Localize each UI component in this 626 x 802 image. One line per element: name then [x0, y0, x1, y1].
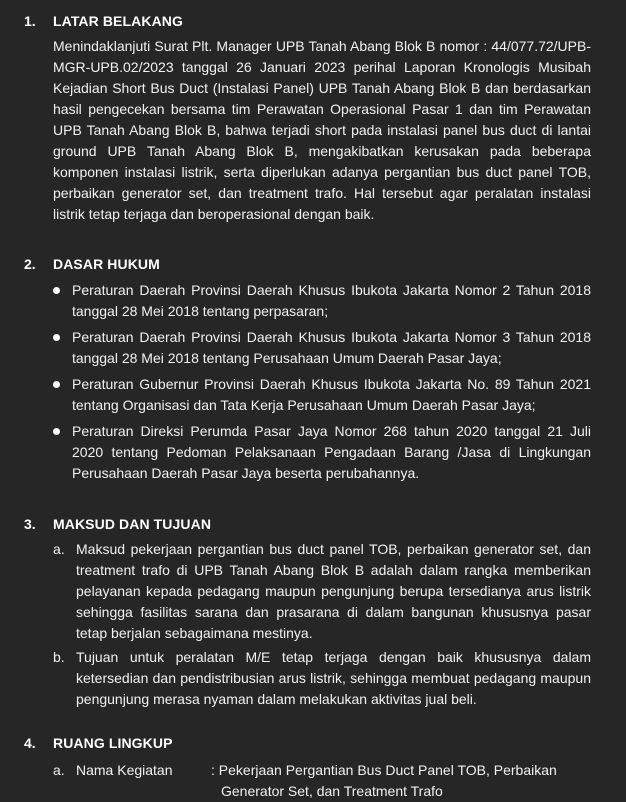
section-number: 2.	[24, 256, 36, 272]
list-item-text: Peraturan Daerah Provinsi Daerah Khusus Ibukota Jakarta Nomor 3 Tahun 2018 tanggal 28 Mei 2018 tentang Perusahaan Umum Daerah Pasar Jaya;	[72, 329, 591, 366]
list-item-text: Tujuan untuk peralatan M/E tetap terjaga dengan baik khususnya dalam ketersedian dan pendistribusian arus listrik, sehingga membuat pedagang maupun pengunjung merasa nyaman dalam melakukan aktivitas jual beli.	[76, 649, 591, 707]
list-item-text: Peraturan Direksi Perumda Pasar Jaya Nomor 268 tahun 2020 tanggal 21 Juli 2020 tentang Pedoman Pelaksanaan Pengadaan Barang /Jasa di Lingkungan Perusahaan Daerah Pasar Jaya beserta perubahannya.	[72, 423, 591, 481]
list-item	[53, 421, 591, 484]
list-marker: b.	[53, 649, 65, 665]
section-heading-background	[24, 13, 183, 29]
list-item-text: Peraturan Gubernur Provinsi Daerah Khusus Ibukota Jakarta No. 89 Tahun 2021 tentang Organisasi dan Tata Kerja Perusahaan Umum Daerah Pasar Jaya;	[72, 376, 591, 413]
bullet-icon	[53, 381, 60, 388]
section-number: 1.	[24, 13, 36, 29]
scope-row-activity-name	[53, 760, 613, 781]
section-heading-scope	[24, 735, 173, 751]
section-number: 3.	[24, 516, 36, 532]
list-item	[53, 280, 591, 322]
section-title: LATAR BELAKANG	[53, 13, 183, 29]
list-item	[53, 539, 591, 644]
list-item	[53, 374, 591, 416]
section-title: DASAR HUKUM	[53, 256, 160, 272]
list-item	[53, 647, 591, 710]
scope-value-continuation: Generator Set, dan Treatment Trafo	[221, 783, 443, 799]
scope-label: Nama Kegiatan	[76, 762, 173, 778]
legal-basis-list	[53, 280, 591, 489]
list-item-text: Maksud pekerjaan pergantian bus duct panel TOB, perbaikan generator set, dan treatment trafo di UPB Tanah Abang Blok B adalah dalam rangka memberikan pelayanan kepada pedagang maupun pengunjung berupa tersedianya arus listrik sehingga fasilitas sarana dan prasarana di dalam bangunan khususnya pasar tetap berjalan sebagaimana mestinya.	[76, 541, 591, 641]
section-heading-legal-basis	[24, 256, 160, 272]
section-title: MAKSUD DAN TUJUAN	[53, 516, 212, 532]
scope-value: : Pekerjaan Pergantian Bus Duct Panel TOB, Perbaikan	[211, 762, 557, 778]
list-marker: a.	[53, 762, 65, 778]
section-title: RUANG LINGKUP	[53, 735, 173, 751]
list-item-text: Peraturan Daerah Provinsi Daerah Khusus Ibukota Jakarta Nomor 2 Tahun 2018 tanggal 28 Mei 2018 tentang perpasaran;	[72, 282, 591, 319]
bullet-icon	[53, 428, 60, 435]
background-paragraph: Menindaklanjuti Surat Plt. Manager UPB Tanah Abang Blok B nomor : 44/077.72/UPB-MGR-UPB.02/2023 tanggal 26 Januari 2023 perihal Laporan Kronologis Musibah Kejadian Short Bus Duct (Instalasi Panel) UPB Tanah Abang Blok B dan berdasarkan hasil pengecekan bersama tim Perawatan Operasional Pasar 1 dan tim Perawatan UPB Tanah Abang Blok B, bahwa terjadi short pada instalasi panel bus duct di lantai ground UPB Tanah Abang Blok B, mengakibatkan kerusakan pada beberapa komponen instalasi listrik, serta diperlukan adanya pergantian bus duct panel TOB, perbaikan generator set, dan treatment trafo. Hal tersebut agar peralatan instalasi listrik tetap terjaga dan beroperasional dengan baik.	[53, 38, 591, 222]
list-item	[53, 327, 591, 369]
bullet-icon	[53, 334, 60, 341]
list-marker: a.	[53, 541, 65, 557]
section-number: 4.	[24, 735, 36, 751]
section-heading-purpose	[24, 516, 211, 532]
purpose-list	[53, 539, 591, 713]
bullet-icon	[53, 287, 60, 294]
